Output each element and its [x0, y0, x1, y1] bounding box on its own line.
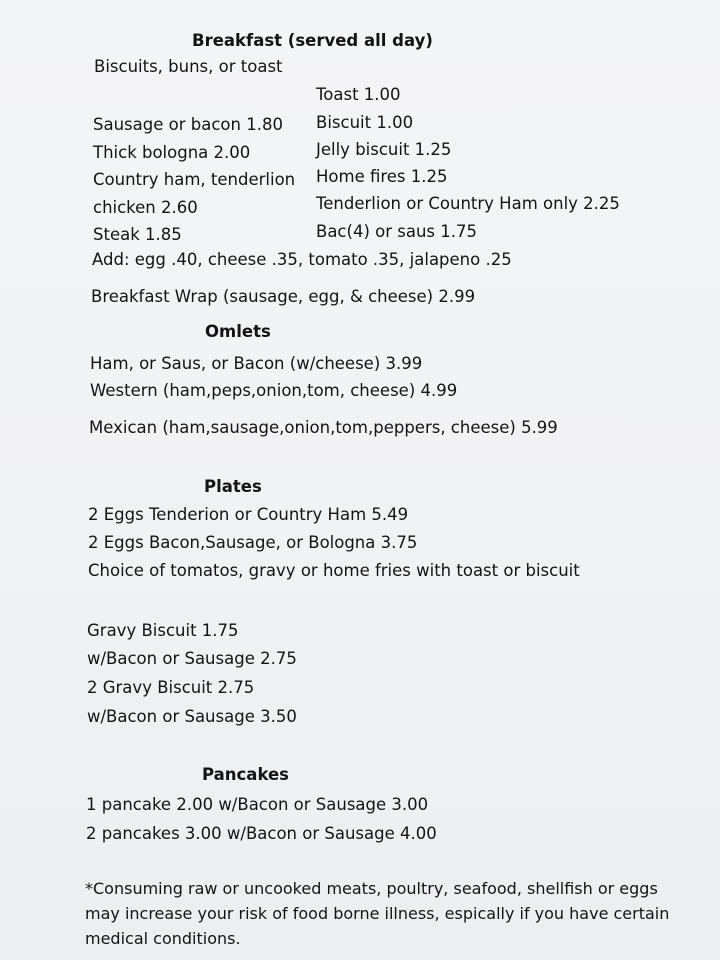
breakfast-item: Jelly biscuit 1.25 [316, 140, 452, 159]
plate-item: 2 Eggs Tenderion or Country Ham 5.49 [88, 505, 409, 524]
breakfast-item: Thick bologna 2.00 [93, 143, 251, 162]
omlets-heading: Omlets [205, 322, 271, 341]
plate-item: 2 Eggs Bacon,Sausage, or Bologna 3.75 [88, 533, 418, 552]
gravy-item: Gravy Biscuit 1.75 [87, 621, 239, 640]
gravy-item: w/Bacon or Sausage 3.50 [87, 707, 297, 726]
breakfast-item: Tenderlion or Country Ham only 2.25 [316, 194, 620, 213]
breakfast-item: Toast 1.00 [316, 85, 401, 104]
plate-item: Choice of tomatos, gravy or home fries with toast or biscuit [88, 561, 580, 580]
pancakes-heading: Pancakes [202, 765, 289, 784]
breakfast-item: Home fires 1.25 [316, 167, 448, 186]
breakfast-item: Steak 1.85 [93, 225, 182, 244]
disclaimer-note: *Consuming raw or uncooked meats, poultry, seafood, shellfish or eggs may increase your risk of food borne illness, espically if you have certain medical conditions. [85, 879, 670, 948]
breakfast-item: Bac(4) or saus 1.75 [316, 222, 477, 241]
breakfast-item: Biscuit 1.00 [316, 113, 414, 132]
breakfast-addons: Add: egg .40, cheese .35, tomato .35, jalapeno .25 [92, 250, 512, 269]
gravy-item: w/Bacon or Sausage 2.75 [87, 649, 297, 668]
breakfast-item: chicken 2.60 [93, 198, 198, 217]
omlet-item: Mexican (ham,sausage,onion,tom,peppers, cheese) 5.99 [89, 418, 558, 437]
omlet-item: Ham, or Saus, or Bacon (w/cheese) 3.99 [90, 354, 423, 373]
breakfast-heading: Breakfast (served all day) [192, 31, 433, 50]
pancake-item: 2 pancakes 3.00 w/Bacon or Sausage 4.00 [86, 824, 437, 843]
breakfast-item: Sausage or bacon 1.80 [93, 115, 283, 134]
pancake-item: 1 pancake 2.00 w/Bacon or Sausage 3.00 [86, 795, 429, 814]
breakfast-item: Country ham, tenderlion [93, 170, 296, 189]
breakfast-wrap: Breakfast Wrap (sausage, egg, & cheese) 2.99 [91, 287, 476, 306]
gravy-item: 2 Gravy Biscuit 2.75 [87, 678, 255, 697]
plates-heading: Plates [204, 477, 262, 496]
omlet-item: Western (ham,peps,onion,tom, cheese) 4.99 [90, 381, 458, 400]
breakfast-subheading: Biscuits, buns, or toast [94, 57, 283, 76]
